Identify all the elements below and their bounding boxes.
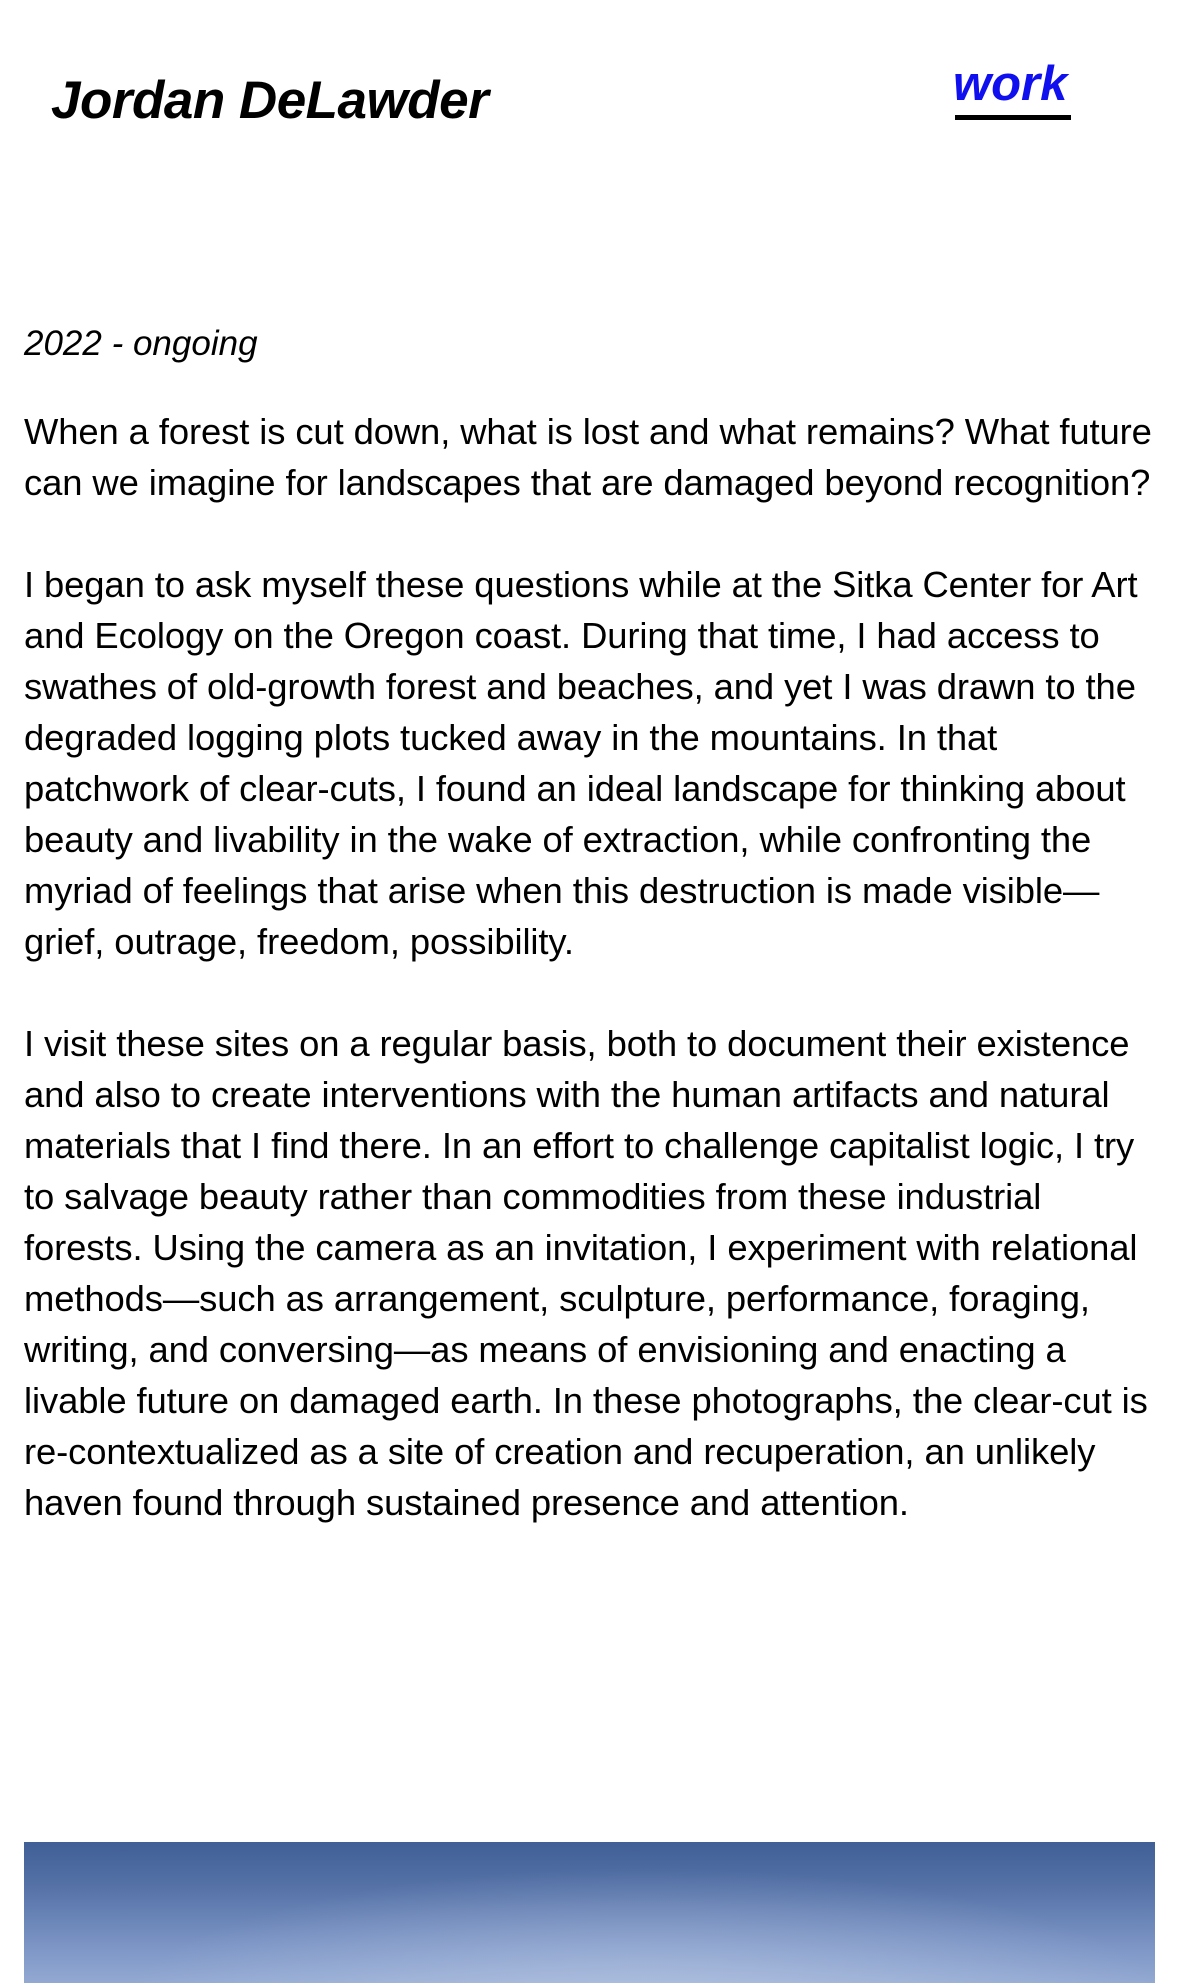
project-photo[interactable] (24, 1842, 1155, 1983)
site-title[interactable]: Jordan DeLawder (51, 71, 489, 130)
project-paragraph-2: I began to ask myself these questions while at the Sitka Center for Art and Ecology on the Oregon coast. During that time, I had access to swathes of old-growth forest and beaches, and yet I was drawn to the degraded logging plots tucked away in the mountains. In that patchwork of clear-cuts, I found an ideal landscape for thinking about beauty and livability in the wake of extraction, while confronting the myriad of feelings that arise when this destruction is made visible—grief, outrage, freedom, possibility. (24, 564, 1138, 962)
project-paragraph-1: When a forest is cut down, what is lost and what remains? What future can we imagine for landscapes that are damaged beyond recognition? (24, 411, 1152, 503)
nav-link-work[interactable]: work (953, 57, 1068, 111)
site-header (0, 0, 1179, 200)
project-date: 2022 - ongoing (24, 324, 258, 363)
project-paragraph-3: I visit these sites on a regular basis, both to document their existence and also to create interventions with the human artifacts and natural materials that I find there. In an effort to challenge capitalist logic, I try to salvage beauty rather than commodities from these industrial forests. Using the camera as an invitation, I experiment with relational methods—such as arrangement, sculpture, performance, foraging, writing, and conversing—as means of envisioning and enacting a livable future on damaged earth. In these photographs, the clear-cut is re-contextualized as a site of creation and recuperation, an unlikely haven found through sustained presence and attention. (24, 1023, 1148, 1523)
nav-link-underline (955, 115, 1071, 120)
project-description (24, 318, 1158, 1528)
